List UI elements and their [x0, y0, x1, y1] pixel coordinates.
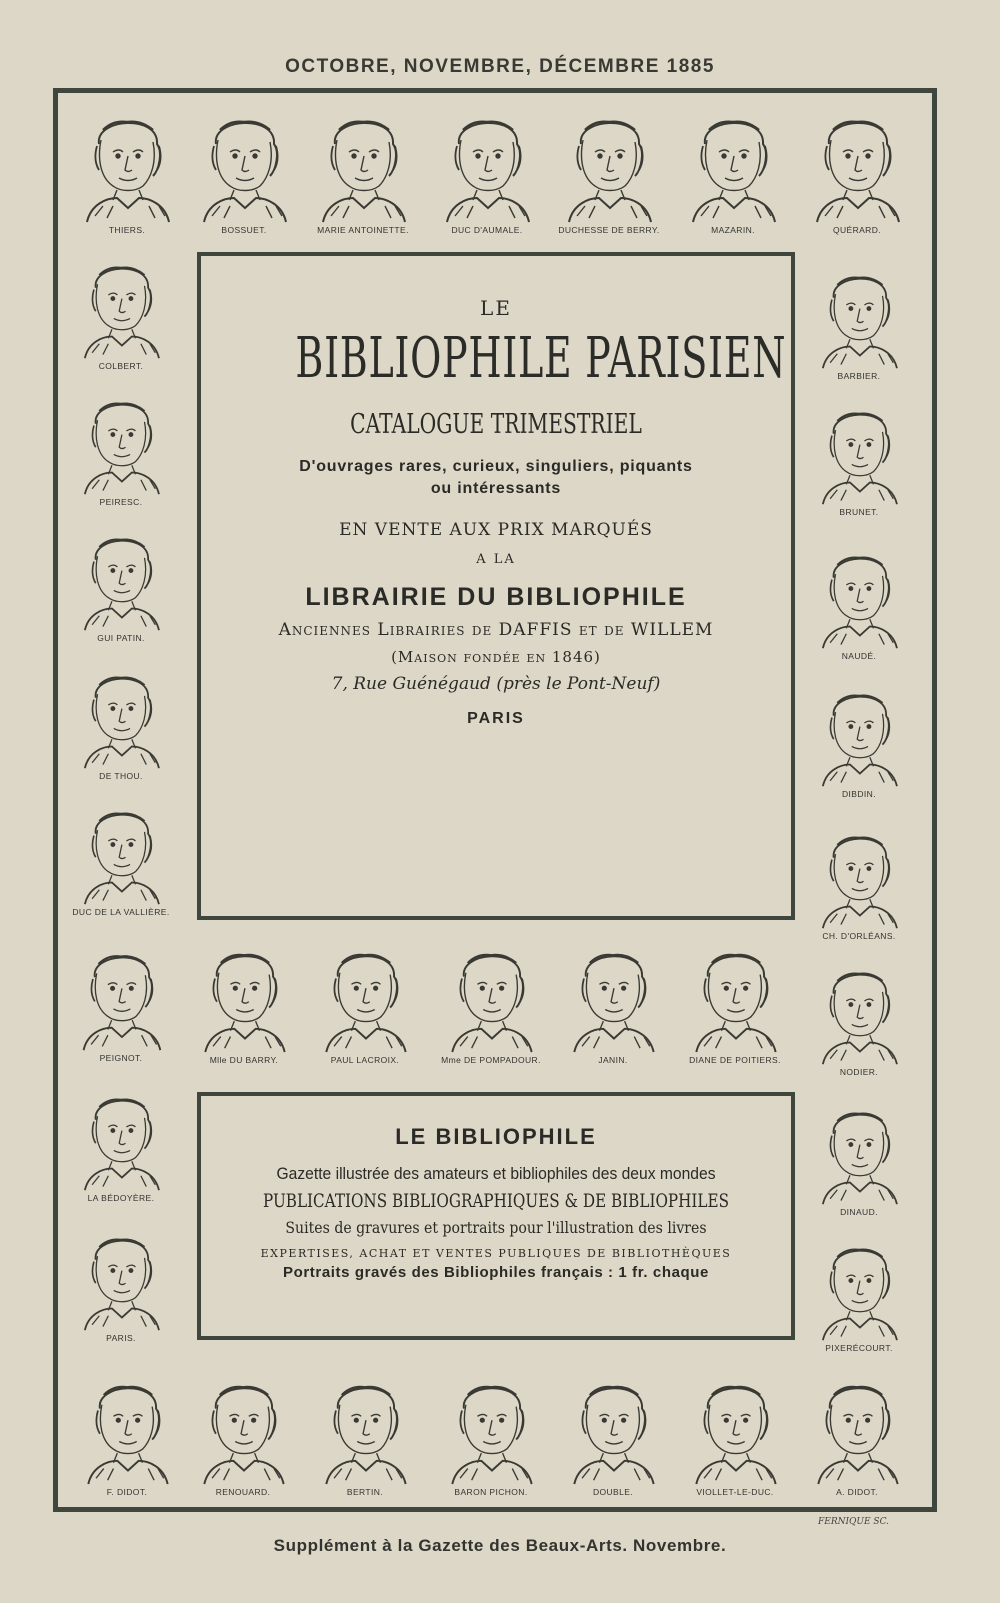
engraver-signature: FERNIQUE SC. [818, 1517, 890, 1527]
portrait-bertin: BERTIN. [306, 1366, 424, 1497]
portrait-querard: QUÉRARD. [798, 100, 916, 235]
engraved-face-icon [809, 394, 909, 506]
engraved-face-icon [77, 1366, 177, 1486]
portrait-paul-lacroix: PAUL LACROIX. [306, 934, 424, 1065]
portrait-bossuet: BOSSUET. [185, 100, 303, 235]
engraved-face-icon [563, 1366, 663, 1486]
engraved-face-icon [809, 954, 909, 1066]
engraved-face-icon [315, 1366, 415, 1486]
engraved-face-icon [77, 100, 177, 224]
gazette-title: LE BIBLIOPHILE [395, 1124, 597, 1149]
engraved-face-icon [809, 818, 909, 930]
engraved-face-icon [194, 934, 294, 1054]
portrait-duc-daumale: DUC D'AUMALE. [428, 100, 546, 235]
portrait-peignot: PEIGNOT. [62, 936, 180, 1063]
portrait-ch-dorleans: CH. D'ORLÉANS. [800, 818, 918, 941]
portrait-diane-de-poitiers: DIANE DE POITIERS. [676, 934, 794, 1065]
engravings-line: Suites de gravures et portraits pour l'illustration des livres [285, 1218, 707, 1237]
engraved-face-icon [809, 1094, 909, 1206]
founding-date: (Maison fondée en 1846) [391, 648, 601, 666]
engraved-face-icon [563, 934, 663, 1054]
description-line-1: D'ouvrages rares, curieux, singuliers, piquants [299, 458, 693, 475]
engraved-face-icon [71, 794, 171, 906]
engraved-face-icon [313, 100, 413, 224]
former-bookshops: Anciennes Librairies de DAFFIS et de WILLEM [278, 620, 714, 640]
portrait-duc-de-la-valliere: DUC DE LA VALLIÈRE. [62, 794, 180, 917]
sale-notice: EN VENTE AUX PRIX MARQUÉS [339, 520, 653, 540]
portrait-renouard: RENOUARD. [184, 1366, 302, 1497]
portrait-peiresc: PEIRESC. [62, 384, 180, 507]
portrait-mme-de-pompadour: Mme DE POMPADOUR. [432, 934, 550, 1065]
engraved-face-icon [809, 538, 909, 650]
engraved-face-icon [441, 934, 541, 1054]
gazette-box [197, 1092, 795, 1340]
description-line-2: ou intéressants [430, 480, 562, 497]
portraits-price-line: Portraits gravés des Bibliophiles français : 1 fr. chaque [282, 1264, 709, 1281]
gazette-description: Gazette illustrée des amateurs et bibliophiles des deux mondes [276, 1164, 716, 1183]
publications-line: PUBLICATIONS BIBLIOGRAPHIQUES & DE BIBLIOPHILES [263, 1190, 729, 1212]
engraved-face-icon [194, 100, 294, 224]
supplement-note: Supplément à la Gazette des Beaux-Arts. Novembre. [273, 1536, 727, 1555]
engraved-face-icon [71, 248, 171, 360]
portrait-nodier: NODIER. [800, 954, 918, 1077]
expertises-line: EXPERTISES, ACHAT ET VENTES PUBLIQUES DE BIBLIOTHÈQUES [260, 1247, 732, 1260]
engraved-face-icon [71, 520, 171, 632]
page-title: BIBLIOPHILE PARISIEN [295, 326, 787, 391]
portrait-a-didot: A. DIDOT. [798, 1366, 916, 1497]
title-article: LE [480, 296, 512, 320]
engraved-face-icon [807, 100, 907, 224]
engraved-face-icon [441, 1366, 541, 1486]
engraved-face-icon [315, 934, 415, 1054]
portrait-pixerecourt: PIXERÉCOURT. [800, 1230, 918, 1353]
engraved-face-icon [71, 1080, 171, 1192]
portrait-double: DOUBLE. [554, 1366, 672, 1497]
portrait-f-didot: F. DIDOT. [68, 1366, 186, 1497]
portrait-baron-pichon: BARON PICHON. [432, 1366, 550, 1497]
portrait-brunet: BRUNET. [800, 394, 918, 517]
sale-preposition: A LA [476, 552, 516, 567]
engraved-face-icon [809, 258, 909, 370]
portrait-thiers: THIERS. [68, 100, 186, 235]
engraved-face-icon [683, 100, 783, 224]
portrait-mlle-du-barry: Mlle DU BARRY. [185, 934, 303, 1065]
portrait-mazarin: MAZARIN. [674, 100, 792, 235]
portrait-dibdin: DIBDIN. [800, 676, 918, 799]
portrait-naude: NAUDÉ. [800, 538, 918, 661]
engraved-face-icon [809, 676, 909, 788]
engraved-face-icon [71, 936, 171, 1052]
engraved-face-icon [807, 1366, 907, 1486]
bookshop-name: LIBRAIRIE DU BIBLIOPHILE [305, 583, 687, 611]
main-title-box [197, 252, 795, 920]
portrait-duchesse-de-berry: DUCHESSE DE BERRY. [550, 100, 668, 235]
engraved-face-icon [809, 1230, 909, 1342]
engraved-face-icon [71, 658, 171, 770]
street-address: 7, Rue Guénégaud (près le Pont-Neuf) [331, 674, 661, 694]
portrait-janin: JANIN. [554, 934, 672, 1065]
engraved-face-icon [193, 1366, 293, 1486]
city: PARIS [467, 710, 525, 727]
portrait-la-bedoyere: LA BÉDOYÈRE. [62, 1080, 180, 1203]
engraved-face-icon [685, 934, 785, 1054]
portrait-paris: PARIS. [62, 1220, 180, 1343]
portrait-dinaud: DINAUD. [800, 1094, 918, 1217]
engraved-face-icon [71, 1220, 171, 1332]
engraved-face-icon [71, 384, 171, 496]
portrait-de-thou: DE THOU. [62, 658, 180, 781]
portrait-viollet-le-duc: VIOLLET-LE-DUC. [676, 1366, 794, 1497]
portrait-barbier: BARBIER. [800, 258, 918, 381]
engraved-face-icon [559, 100, 659, 224]
issue-date: OCTOBRE, NOVEMBRE, DÉCEMBRE 1885 [285, 56, 715, 77]
catalogue-subtitle: CATALOGUE TRIMESTRIEL [350, 409, 642, 440]
portrait-colbert: COLBERT. [62, 248, 180, 371]
portrait-gui-patin: GUI PATIN. [62, 520, 180, 643]
portrait-marie-antoinette: MARIE ANTOINETTE. [304, 100, 422, 235]
engraved-face-icon [437, 100, 537, 224]
engraved-face-icon [685, 1366, 785, 1486]
